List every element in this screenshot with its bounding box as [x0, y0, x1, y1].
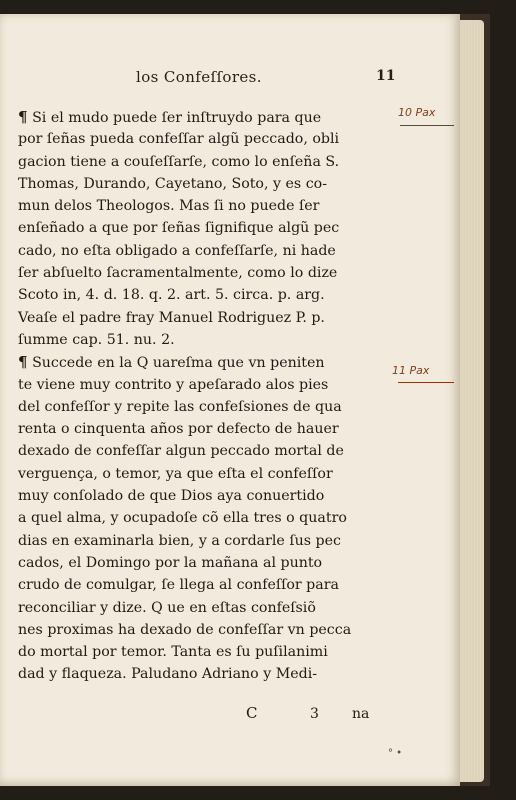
text-line — [18, 351, 404, 373]
page-edges — [458, 20, 484, 782]
paragraph-marker: ¶ — [18, 108, 28, 126]
text-line: cados, el Domingo por la mañana al punto — [18, 554, 323, 571]
text-line: verguença, o temor, ya que eſta el confeſſor — [18, 465, 333, 482]
text-line-content: Succede en la Q uareſma que vn peniten — [32, 355, 325, 372]
margin-note-2: 11 Pax — [392, 364, 430, 377]
text-line: por ſeñas pueda confeſſar algũ peccado, obli — [18, 131, 340, 148]
text-line: dad y flaqueza. Paludano Adriano y Medi- — [18, 666, 318, 683]
book — [0, 14, 490, 786]
text-line: te viene muy contrito y apeſarado alos pies — [18, 376, 329, 393]
text-line: dias en examinarla bien, y a cordarle ſus pec — [18, 532, 341, 549]
text-line: cado, no eſta obligado a confeſſarſe, ni hade — [18, 242, 336, 259]
folio-number: 11 — [376, 68, 396, 84]
text-line: do mortal por temor. Tanta es ſu puſilanimi — [18, 644, 328, 661]
text-line-content: Si el mudo puede ſer inſtruydo para que — [32, 110, 322, 126]
page-footer — [0, 704, 460, 728]
running-head: los Confeſſores. — [136, 68, 262, 86]
text-line: crudo de comulgar, ſe llega al confeſſor para — [18, 577, 339, 594]
text-line: Thomas, Durando, Cayetano, Soto, y es co- — [18, 175, 327, 192]
paragraph-marker: ¶ — [18, 353, 28, 372]
margin-note-1: 10 Pax — [398, 106, 436, 119]
text-line: enſeñado a que por ſeñas ſignifique algũ pec — [18, 220, 340, 237]
text-line: mun delos Theologos. Mas ſi no puede ſer — [18, 198, 320, 215]
text-line: renta o cinquenta años por defecto de hauer — [18, 421, 339, 438]
text-line: dexado de confeſſar algun peccado mortal de — [18, 443, 344, 460]
body-text — [18, 106, 404, 686]
margin-note-underline — [400, 125, 454, 126]
catchword: na — [352, 706, 370, 722]
page — [0, 14, 460, 786]
signature-mark: C — [246, 704, 258, 722]
page-header — [0, 66, 460, 90]
text-line: nes proximas ha dexado de confeſſar vn pecca — [18, 621, 352, 638]
text-line: Scoto in, 4. d. 18. q. 2. art. 5. circa. p. arg. — [18, 287, 325, 304]
text-line — [18, 106, 404, 128]
margin-note-underline — [398, 382, 454, 383]
paper-specks: ° • — [388, 748, 403, 759]
text-line: reconciliar y dize. Q ue en eſtas confeſsiõ — [18, 599, 316, 616]
text-line: a quel alma, y ocupadoſe cõ ella tres o quatro — [18, 510, 347, 527]
text-line: ſumme cap. 51. nu. 2. — [18, 331, 175, 348]
signature-number: 3 — [310, 706, 319, 722]
text-line: muy conſolado de que Dios aya conuertido — [18, 488, 325, 505]
text-line: Veaſe el padre fray Manuel Rodriguez P. p. — [18, 309, 325, 326]
text-line: gacion tiene a couſeſſarſe, como lo enſeña S. — [18, 153, 340, 170]
text-line: ſer abſuelto ſacramentalmente, como lo dize — [18, 265, 338, 282]
text-line: del confeſſor y repite las confeſsiones de qua — [18, 398, 342, 415]
